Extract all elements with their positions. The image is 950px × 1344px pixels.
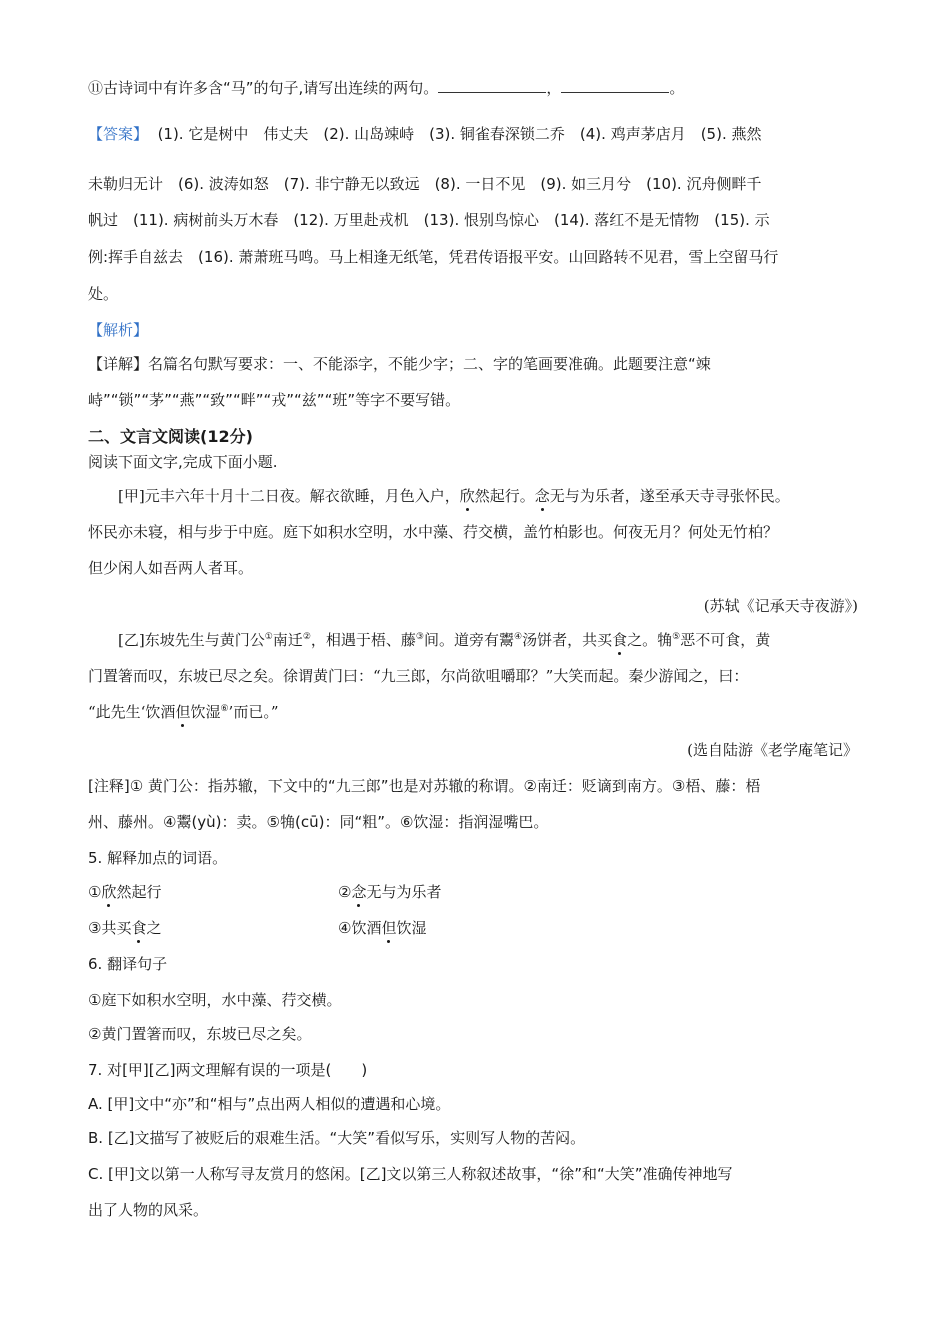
dotted-char-xin-q5: 欣 bbox=[101, 883, 117, 901]
passage-jia-source: (苏轼《记承天寺夜游》) bbox=[703, 597, 858, 615]
question-6-sentence-2: ②黄门置箸而叹，东坡已尽之矣。 bbox=[88, 1025, 312, 1043]
blank-separator: ， bbox=[546, 79, 562, 97]
question-7-title: 7. 对[甲][乙]两文理解有误的一项是( ) bbox=[88, 1061, 368, 1079]
question-6-title: 6. 翻译句子 bbox=[88, 955, 168, 973]
q5-item-2: ②念无与为乐者 bbox=[338, 883, 442, 901]
dotted-char-nian-q5: 念 bbox=[351, 883, 367, 901]
question-7-option-b: B. [乙]文描写了被贬后的艰难生活。“大笑”看似写乐，实则写人物的苦闷。 bbox=[88, 1129, 586, 1147]
q5-item-4: ④饮酒但饮湿 bbox=[338, 919, 427, 937]
dotted-char-shi-q5: 食 bbox=[131, 919, 147, 937]
passage-jia-line-1: [甲]元丰六年十月十二日夜。解衣欲睡，月色入户，欣然起行。念无与为乐者，遂至承天寺寻张怀民。 bbox=[118, 487, 790, 505]
question-6-sentence-1: ①庭下如积水空明，水中藻、荇交横。 bbox=[88, 991, 342, 1009]
answer-tag: 【答案】 bbox=[88, 125, 149, 143]
notes-line-2: 州、藤州。④鬻(yù)：卖。⑤觕(cū)：同“粗”。⑥饮湿：指润湿嘴巴。 bbox=[88, 813, 549, 831]
question-11-end: 。 bbox=[669, 79, 685, 97]
notes-line-1: [注释]① 黄门公：指苏辙，下文中的“九三郎”也是对苏辙的称谓。②南迁：贬谪到南方。③梧、藤：梧 bbox=[88, 777, 761, 795]
analysis-detail-line-1: 【详解】名篇名句默写要求：一、不能添字，不能少字；二、字的笔画要准确。此题要注意“竦 bbox=[88, 355, 711, 373]
q5-item-1: ①欣然起行 bbox=[88, 883, 162, 901]
question-7-option-a: A. [甲]文中“亦”和“相与”点出两人相似的遭遇和心境。 bbox=[88, 1095, 451, 1113]
dotted-char-dan: 但 bbox=[175, 703, 191, 721]
question-5-row-2 bbox=[88, 918, 868, 938]
section-heading: 二、文言文阅读(12分) bbox=[88, 427, 253, 446]
analysis-detail-line-2: 峙”“锁”“茅”“燕”“致”“畔”“戎”“兹”“班”等字不要写错。 bbox=[88, 391, 461, 409]
answer-line-4: 例:挥手自兹去 (16). 萧萧班马鸣。马上相逢无纸笔，凭君传语报平安。山回路转不见君，雪上空留马行 bbox=[88, 248, 779, 266]
passage-jia-line-2: 怀民亦未寝，相与步于中庭。庭下如积水空明，水中藻、荇交横，盖竹柏影也。何夜无月？何处无竹柏？ bbox=[88, 523, 779, 541]
question-5-title: 5. 解释加点的词语。 bbox=[88, 849, 228, 867]
dotted-char-shi: 食 bbox=[612, 631, 628, 649]
answer-line-5: 处。 bbox=[88, 285, 119, 303]
answer-blank-1[interactable] bbox=[438, 78, 546, 93]
passage-yi-line-2: 门置箸而叹，东坡已尽之矣。徐谓黄门曰：“九三郎，尔尚欲咀嚼耶？”大笑而起。秦少游闻之，曰： bbox=[88, 667, 749, 685]
section-instruction: 阅读下面文字,完成下面小题. bbox=[88, 453, 278, 471]
answer-line-2: 未勒归无计 (6). 波涛如怒 (7). 非宁静无以致远 (8). 一日不见 (9). 如三月兮 (10). 沉舟侧畔千 bbox=[88, 175, 762, 193]
passage-yi-line-1: [乙]东坡先生与黄门公①南迁②，相遇于梧、藤③间。道旁有鬻④汤饼者，共买食之。觕⑤恶不可食，黄 bbox=[118, 631, 771, 649]
question-11 bbox=[88, 78, 684, 98]
answer-blank-2[interactable] bbox=[561, 78, 669, 93]
passage-jia-line-3: 但少闲人如吾两人者耳。 bbox=[88, 559, 254, 577]
dotted-char-xin: 欣 bbox=[459, 487, 475, 505]
dotted-char-nian: 念 bbox=[534, 487, 550, 505]
analysis-tag: 【解析】 bbox=[88, 321, 149, 339]
passage-yi-source: (选自陆游《老学庵笔记》 bbox=[687, 741, 858, 759]
answer-line-3: 帆过 (11). 病树前头万木春 (12). 万里赴戎机 (13). 恨别鸟惊心 (14). 落红不是无情物 (15). 示 bbox=[88, 211, 770, 229]
question-7-option-c-line-1: C. [甲]文以第一人称写寻友赏月的悠闲。[乙]文以第三人称叙述故事，“徐”和“大笑”准确传神地写 bbox=[88, 1165, 733, 1183]
answer-text: (1). 它是树中 伟丈夫 (2). 山岛竦峙 (3). 铜雀春深锁二乔 (4). 鸡声茅店月 (5). 燕然 bbox=[157, 125, 762, 143]
question-11-text: ⑪古诗词中有许多含“马”的句子,请写出连续的两句。 bbox=[88, 79, 439, 97]
dotted-char-dan-q5: 但 bbox=[381, 919, 397, 937]
question-5-row-1 bbox=[88, 882, 868, 902]
passage-yi-line-3: “此先生‘饮酒但饮湿⑥’而已。” bbox=[88, 703, 279, 721]
q5-item-3: ③共买食之 bbox=[88, 919, 162, 937]
question-7-option-c-line-2: 出了人物的风采。 bbox=[88, 1201, 209, 1219]
answer-line-1 bbox=[88, 124, 761, 144]
